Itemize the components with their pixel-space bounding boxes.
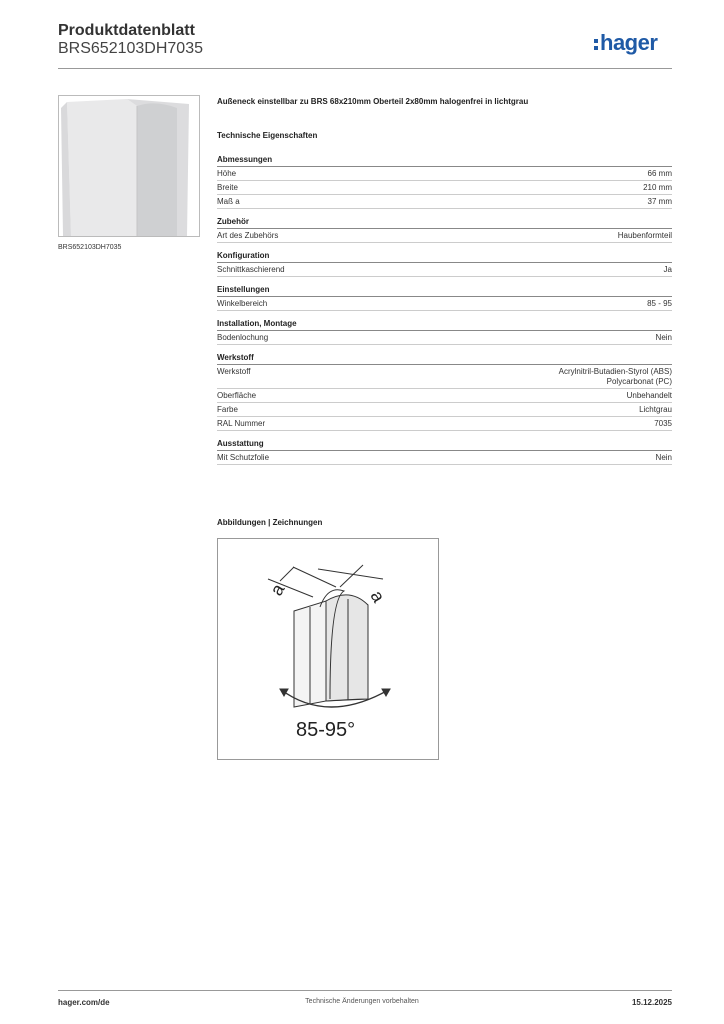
dimension-label-left: a [266,580,289,599]
spec-label: Schnittkaschierend [217,265,285,274]
product-description: Außeneck einstellbar zu BRS 68x210mm Oberteil 2x80mm halogenfrei in lichtgrau [217,97,529,106]
spec-label: Maß a [217,197,240,206]
group-title: Einstellungen [217,285,672,297]
logo-text: hager [600,30,658,55]
header-divider [58,68,672,69]
image-caption: BRS652103DH7035 [58,244,122,251]
spec-value-line: Acrylnitril-Butadien-Styrol (ABS) [558,367,672,376]
spec-label: Bodenlochung [217,333,269,342]
section-title: Technische Eigenschaften [217,131,318,140]
spec-row [217,365,672,389]
footer-website: hager.com/de [58,998,110,1007]
technical-drawing [217,538,439,760]
spec-value: 37 mm [647,197,672,206]
footer-divider [58,990,672,991]
group-title: Zubehör [217,217,672,229]
spec-row [217,297,672,311]
spec-value: 85 - 95 [647,299,672,308]
spec-value: 66 mm [647,169,672,178]
spec-table [217,155,672,473]
spec-label: Werkstoff [217,367,251,376]
spec-label: Breite [217,183,238,192]
document-title: Produktdatenblatt [58,22,195,39]
group-title: Ausstattung [217,439,672,451]
spec-label: Höhe [217,169,237,178]
spec-value: Haubenformteil [617,231,672,240]
spec-row [217,451,672,465]
hager-logo [594,30,657,56]
spec-label: Farbe [217,405,238,414]
spec-group-equipment [217,439,672,465]
spec-group-configuration [217,251,672,277]
group-title: Konfiguration [217,251,672,263]
spec-group-installation [217,319,672,345]
spec-label: RAL Nummer [217,419,266,428]
angle-label: 85-95° [296,719,356,741]
spec-row [217,331,672,345]
spec-label: Oberfläche [217,391,257,400]
spec-row [217,389,672,403]
spec-value: Nein [655,333,672,342]
spec-row [217,167,672,181]
spec-row [217,229,672,243]
group-title: Werkstoff [217,353,672,365]
spec-row [217,403,672,417]
group-title: Installation, Montage [217,319,672,331]
spec-value: Lichtgrau [639,405,672,414]
footer-note: Technische Änderungen vorbehalten [305,998,419,1005]
spec-group-settings [217,285,672,311]
drawings-title: Abbildungen | Zeichnungen [217,518,323,527]
article-number: BRS652103DH7035 [58,40,203,57]
footer-date: 15.12.2025 [631,998,672,1007]
spec-value: Nein [655,453,672,462]
spec-value-line: Polycarbonat (PC) [606,377,672,386]
spec-row [217,417,672,431]
spec-value: 7035 [654,419,672,428]
spec-row [217,181,672,195]
spec-label: Art des Zubehörs [217,231,279,240]
spec-group-material [217,353,672,431]
spec-row [217,263,672,277]
group-title: Abmessungen [217,155,672,167]
spec-value: Ja [663,265,672,274]
spec-value: 210 mm [643,183,672,192]
product-image [58,95,200,237]
dimension-label-right: a [366,587,389,606]
spec-value: Unbehandelt [626,391,672,400]
spec-label: Mit Schutzfolie [217,453,270,462]
spec-value [559,367,672,387]
logo-colon-icon [594,36,598,53]
spec-label: Winkelbereich [217,299,268,308]
spec-group-dimensions [217,155,672,209]
spec-group-accessory [217,217,672,243]
spec-row [217,195,672,209]
